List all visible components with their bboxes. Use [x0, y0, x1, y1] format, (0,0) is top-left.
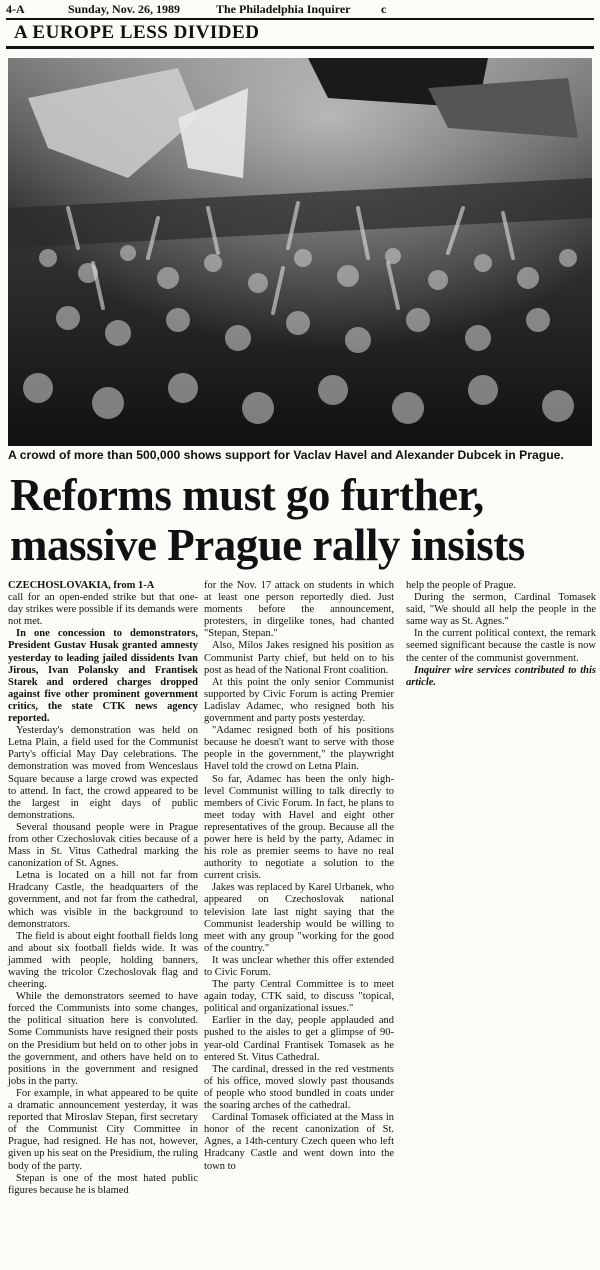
article-paragraph: Letna is located on a hill not far from Hradcany Castle, the headquarters of the government, and not far from the cathedral, which was visible in the background to demonstrators. — [8, 870, 198, 930]
article-paragraph: Stepan is one of the most hated public figures because he is blamed — [8, 1172, 198, 1196]
folio-rule — [6, 18, 594, 20]
article-column-1 — [8, 580, 198, 1197]
article-paragraph: In the current political context, the remark seemed significant because the castle is now the center of the communist government. — [406, 628, 596, 664]
article-paragraph: The field is about eight football fields long and about six football fields wide. It was jammed with people, holding banners, waving the tricolor Czechoslovak flag and cheering. — [8, 930, 198, 991]
article-paragraph: The party Central Committee is to meet again today, CTK said, to discuss "topical, political and organizational issues." — [204, 979, 394, 1015]
article-paragraph: So far, Adamec has been the only high-level Communist willing to talk directly to members of Civic Forum. In fact, he plans to meet today with Havel and eight other representatives of the group. Because all the power here is held by the party, Adamec in his role as premier seems to have no real authority to negotiate a solution to the current crisis. — [204, 773, 394, 882]
page-number: 4-A — [6, 2, 25, 16]
article-column-2 — [204, 580, 394, 1173]
article-paragraph: help the people of Prague. — [406, 580, 516, 591]
article-paragraph: Cardinal Tomasek officiated at the Mass in honor of the recent canonization of St. Agnes, a 14th-century Czech queen who left Hradcany Castle and went down into the town to — [204, 1112, 394, 1172]
article-paragraph: For example, in what appeared to be quite a dramatic announcement yesterday, it was reported that Miroslav Stepan, first secretary of the Communist City Committee in Prague, had resigned. He has not, however, given up his seat on the Presidium, the ruling body of the party. — [8, 1087, 198, 1172]
crowd-photo-illustration — [8, 58, 592, 446]
section-title: A EUROPE LESS DIVIDED — [14, 22, 260, 43]
article-paragraph: CZECHOSLOVAKIA, from 1-A call for an open-ended strike but that one-day strikes were possible if its demands were not met. — [8, 580, 198, 628]
article-paragraph: Also, Milos Jakes resigned his position as Communist Party chief, but held on to his post as head of the National Front coalition. — [204, 640, 394, 676]
photo-caption: A crowd of more than 500,000 shows support for Vaclav Havel and Alexander Dubcek in Prague. — [8, 448, 564, 462]
article-paragraph: The cardinal, dressed in the red vestments of his office, moved slowly past thousands of people who stood bundled in coats under the soaring arches of the cathedral. — [204, 1063, 394, 1112]
article-paragraph: During the sermon, Cardinal Tomasek said, "We should all help the people in the same way as St. Agnes." — [406, 592, 596, 628]
headline-line-2: massive Prague rally insists — [10, 520, 525, 570]
page-folio — [6, 2, 594, 18]
article-paragraph: At this point the only senior Communist supported by Civic Forum is acting Premier Ladislav Adamec, who resigned both his government and party posts yesterday. — [204, 676, 394, 725]
issue-date: Sunday, Nov. 26, 1989 — [68, 2, 181, 16]
newspaper-name: The Philadelphia Inquirer — [216, 2, 351, 16]
headline-line-1: Reforms must go further, — [10, 470, 484, 520]
article-paragraph: In one concession to demonstrators, President Gustav Husak granted amnesty yesterday to leading jailed dissidents Ivan Jirous, Ivan Polansky and Frantisek Starek and ordered charges dropped against five other prominent government critics, the state CTK news agency reported. — [8, 628, 198, 725]
article-headline — [10, 470, 596, 570]
article-paragraph: Earlier in the day, people applauded and pushed to the aisles to get a glimpse of 90-year-old Cardinal Frantisek Tomasek as he entered St. Vitus Cathedral. — [204, 1015, 394, 1063]
photo-credit: Associated Press — [535, 436, 590, 443]
article-paragraph: Yesterday's demonstration was held on Letna Plain, a field used for the Communist Party's official May Day celebrations. The demonstration was moved from Wenceslaus Square because a large crowd was expected to attend. In fact, the crowd appeared to be the largest in eight days of public demonstrations. — [8, 725, 198, 821]
article-paragraph: Several thousand people were in Prague from other Czechoslovak cities because of a Mass in St. Vitus Cathedral marking the canonization of St. Agnes. — [8, 821, 198, 870]
edition-mark: c — [381, 2, 387, 16]
rally-photo — [8, 58, 592, 446]
article-paragraph: Inquirer wire services contributed to this article. — [406, 664, 596, 688]
article-column-3 — [406, 580, 596, 689]
article-dateline: CZECHOSLOVAKIA, from 1-A — [8, 580, 155, 591]
article-paragraph: It was unclear whether this offer extended to Civic Forum. — [204, 954, 394, 978]
article-paragraph: While the demonstrators seemed to have forced the Communists into some changes, the political situation here is convoluted. Some Communists have resigned their posts on the Presidium but held on to other jobs in the government, and others have held on to positions in the government and resigned jobs in the party. — [8, 991, 198, 1087]
article-paragraph: for the Nov. 17 attack on students in which at least one person reportedly died. Just moments before the announcement, protesters, in dirgelike tones, had chanted "Stepan, Stepan." — [204, 580, 394, 640]
article-paragraph: Jakes was replaced by Karel Urbanek, who appeared on Czechoslovak national television late last night saying that the Communist leadership would be willing to meet with any group "working for the good of the country." — [204, 882, 394, 954]
section-rule — [6, 46, 594, 49]
article-paragraph: "Adamec resigned both of his positions because he doesn't want to serve with those people in the government," the playwright Havel told the crowd on Letna Plain. — [204, 725, 394, 773]
